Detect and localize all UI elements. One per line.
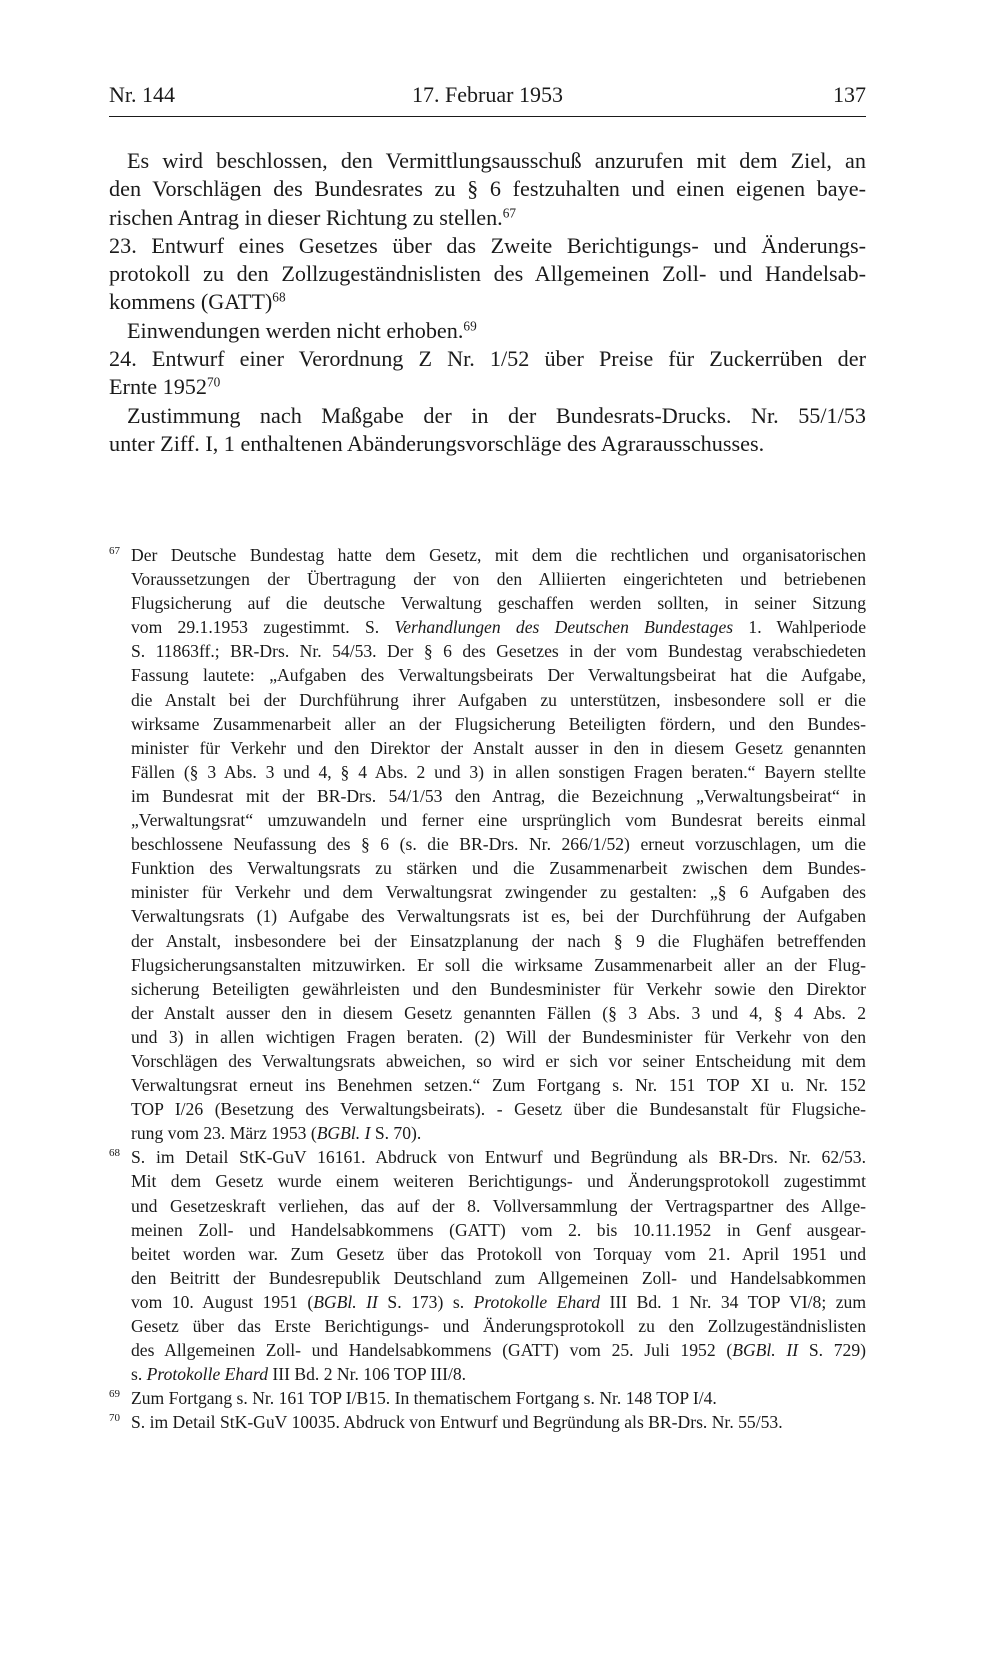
- footnote-line: rung vom 23. März 1953 (BGBl. I S. 70).: [131, 1123, 422, 1144]
- main-text: [109, 147, 866, 458]
- footnote-line: „Verwaltungsrat“ umzuwandeln und ferner eine ursprünglich vom Bundesrat bereits einmal: [131, 810, 866, 831]
- footnote-line: der Anstalt ausser den in diesem Gesetz genannten Fällen (§ 3 Abs. 3 und 4, § 4 Abs. 2: [131, 1002, 866, 1023]
- footnote-line: vom 29.1.1953 zugestimmt. S. Verhandlungen des Deutschen Bundestages 1. Wahlperiode: [131, 617, 867, 638]
- body-line: [109, 402, 866, 430]
- body-line: [109, 175, 866, 203]
- body-line: [109, 317, 866, 345]
- footnote-line: Verwaltungsrats (1) Aufgabe des Verwaltungsrats ist es, bei der Durchführung der Aufgaben: [131, 906, 866, 927]
- footnote-line: TOP I/26 (Besetzung des Verwaltungsbeirats). - Gesetz über die Bundesanstalt für Flugsiche-: [131, 1099, 866, 1120]
- body-line: [109, 345, 866, 373]
- footnote-line: meinen Zoll- und Handelsabkommens (GATT) vom 2. bis 10.11.1952 in Genf ausgear-: [131, 1219, 866, 1240]
- footnote-reference[interactable]: 68: [272, 290, 286, 306]
- footnote-number: 69: [109, 1388, 120, 1401]
- header-rule: [109, 116, 866, 117]
- footnote-line: im Bundesrat mit der BR-Drs. 54/1/53 den Antrag, die Bezeichnung „Verwaltungsbeirat“ in: [131, 785, 866, 806]
- footnote-line: und Gesetzeskraft verliehen, das auf der 8. Vollversammlung der Vertragspartner des Allge-: [131, 1195, 866, 1216]
- body-line-text: Einwendungen werden nicht erhoben.: [127, 317, 464, 343]
- footnote-line: die Anstalt bei der Durchführung ihrer Aufgaben zu unterstützen, insbesondere soll er die: [131, 689, 866, 710]
- body-line: [109, 232, 866, 260]
- footnote-line: S. im Detail StK-GuV 16161. Abdruck von Entwurf und Begründung als BR-Drs. Nr. 62/53.: [131, 1147, 866, 1168]
- body-line-text: 24. Entwurf einer Verordnung Z Nr. 1/52 über Preise für Zuckerrüben der: [109, 346, 866, 372]
- page-number: 137: [833, 82, 866, 107]
- footnote-line: Verwaltungsrat erneut ins Benehmen setzen.“ Zum Fortgang s. Nr. 151 TOP XI u. Nr. 152: [131, 1075, 866, 1096]
- document-number: Nr. 144: [109, 82, 175, 107]
- footnote-67: [109, 543, 866, 1145]
- body-line-text: unter Ziff. I, 1 enthaltenen Abänderungsvorschläge des Agrarausschusses.: [109, 430, 765, 456]
- footnote-number: 68: [109, 1147, 120, 1160]
- footnote-line: Vorschlägen des Verwaltungsrats abweichen, so wird er sich vor seiner Entscheidung mit dem: [131, 1050, 866, 1071]
- body-line-text: rischen Antrag in dieser Richtung zu stellen.: [109, 204, 503, 230]
- body-line: [109, 430, 866, 458]
- footnote-line: den Beitritt der Bundesrepublik Deutschland zum Allgemeinen Zoll- und Handelsabkommen: [131, 1267, 866, 1288]
- footnote-line: Flugsicherungsanstalten mitzuwirken. Er soll die wirksame Zusammenarbeit aller an der Flug-: [131, 954, 866, 975]
- footnote-line: S. im Detail StK-GuV 10035. Abdruck von Entwurf und Begründung als BR-Drs. Nr. 55/53.: [131, 1412, 783, 1433]
- body-line: [109, 204, 866, 232]
- footnote-line: wirksame Zusammenarbeit aller an der Flugsicherung Beteiligten fördern, und den Bundes-: [131, 713, 866, 734]
- footnote-69: [109, 1386, 866, 1410]
- body-line-text: 23. Entwurf eines Gesetzes über das Zweite Berichtigungs- und Änderungs-: [109, 232, 866, 258]
- footnote-reference[interactable]: 69: [463, 318, 477, 334]
- footnote-line: Fällen (§ 3 Abs. 3 und 4, § 4 Abs. 2 und 3) in allen sonstigen Fragen beraten.“ Bayern stellte: [131, 761, 866, 782]
- header-date: 17. Februar 1953: [412, 82, 563, 107]
- footnote-line: Voraussetzungen der Übertragung der von den Alliierten eingerichteten und betriebenen: [131, 569, 866, 590]
- footnote-line: Der Deutsche Bundestag hatte dem Gesetz, mit dem die rechtlichen und organisatorischen: [131, 545, 866, 565]
- footnote-line: minister für Verkehr und dem Verwaltungsrat zwingender zu gestalten: „§ 6 Aufgaben des: [131, 882, 866, 903]
- body-line-text: Es wird beschlossen, den Vermittlungsausschuß anzurufen mit dem Ziel, an: [127, 148, 866, 173]
- footnote-line: S. 11863ff.; BR-Drs. Nr. 54/53. Der § 6 des Gesetzes in der vom Bundestag verabschiedeten: [131, 641, 866, 662]
- footnote-line: minister für Verkehr und den Direktor der Anstalt ausser in den in diesem Gesetz genannten: [131, 737, 866, 758]
- footnote-line: Zum Fortgang s. Nr. 161 TOP I/B15. In thematischem Fortgang s. Nr. 148 TOP I/4.: [131, 1388, 717, 1409]
- footnote-line: Funktion des Verwaltungsrats zu stärken und die Zusammenarbeit zwischen dem Bundes-: [131, 858, 866, 879]
- footnote-line: Flugsicherung auf die deutsche Verwaltung geschaffen werden sollten, in seiner Sitzung: [131, 593, 866, 614]
- footnote-line: beschlossene Neufassung des § 6 (s. die BR-Drs. Nr. 266/1/52) erneut vorzuschlagen, um die: [131, 834, 866, 855]
- footnote-68: [109, 1145, 866, 1386]
- footnote-line: Mit dem Gesetz wurde einem weiteren Berichtigungs- und Änderungsprotokoll zugestimmt: [131, 1171, 866, 1192]
- body-line: [109, 147, 866, 175]
- footnote-line: vom 10. August 1951 (BGBl. II S. 173) s. Protokolle Ehard III Bd. 1 Nr. 34 TOP VI/8; zum: [131, 1291, 867, 1312]
- footnote-line: der Anstalt, insbesondere bei der Einsatzplanung der nach § 9 die Flughäfen betreffenden: [131, 930, 866, 951]
- footnote-reference[interactable]: 67: [502, 205, 517, 221]
- body-line-text: kommens (GATT): [109, 289, 273, 315]
- body-line: [109, 288, 866, 316]
- body-line-text: protokoll zu den Zollzugeständnislisten des Allgemeinen Zoll- und Handelsab-: [109, 261, 866, 287]
- body-line-text: Zustimmung nach Maßgabe der in der Bundesrats-Drucks. Nr. 55/1/53: [127, 402, 866, 428]
- body-line-text: den Vorschlägen des Bundesrates zu § 6 festzuhalten und einen eigenen baye-: [109, 176, 866, 202]
- body-line: [109, 373, 866, 401]
- footnote-reference[interactable]: 70: [206, 375, 221, 391]
- running-header: [109, 82, 866, 112]
- footnote-line: sicherung Beteiligten gewährleisten und den Bundesminister für Verkehr sowie den Direktor: [131, 978, 866, 999]
- footnote-line: Fassung lautete: „Aufgaben des Verwaltungsbeirats Der Verwaltungsbeirat hat die Aufgabe,: [131, 665, 866, 686]
- footnote-line: und 3) in allen wichtigen Fragen beraten. (2) Will der Bundesminister für Verkehr von den: [131, 1026, 866, 1047]
- footnote-line: beitet worden war. Zum Gesetz über das Protokoll von Torquay vom 21. April 1951 und: [131, 1243, 866, 1264]
- footnote-number: 70: [109, 1412, 120, 1425]
- body-line-text: Ernte 1952: [109, 374, 207, 400]
- body-line: [109, 260, 866, 288]
- footnote-line: s. Protokolle Ehard III Bd. 2 Nr. 106 TOP III/8.: [131, 1364, 467, 1385]
- footnote-number: 67: [109, 545, 120, 557]
- footnotes: [109, 543, 866, 1434]
- footnote-line: Gesetz über das Erste Berichtigungs- und Änderungsprotokoll zu den Zollzugeständnislisten: [131, 1316, 866, 1336]
- footnote-70: [109, 1410, 866, 1434]
- footnote-line: des Allgemeinen Zoll- und Handelsabkommens (GATT) vom 25. Juli 1952 (BGBl. II S. 729): [131, 1340, 867, 1361]
